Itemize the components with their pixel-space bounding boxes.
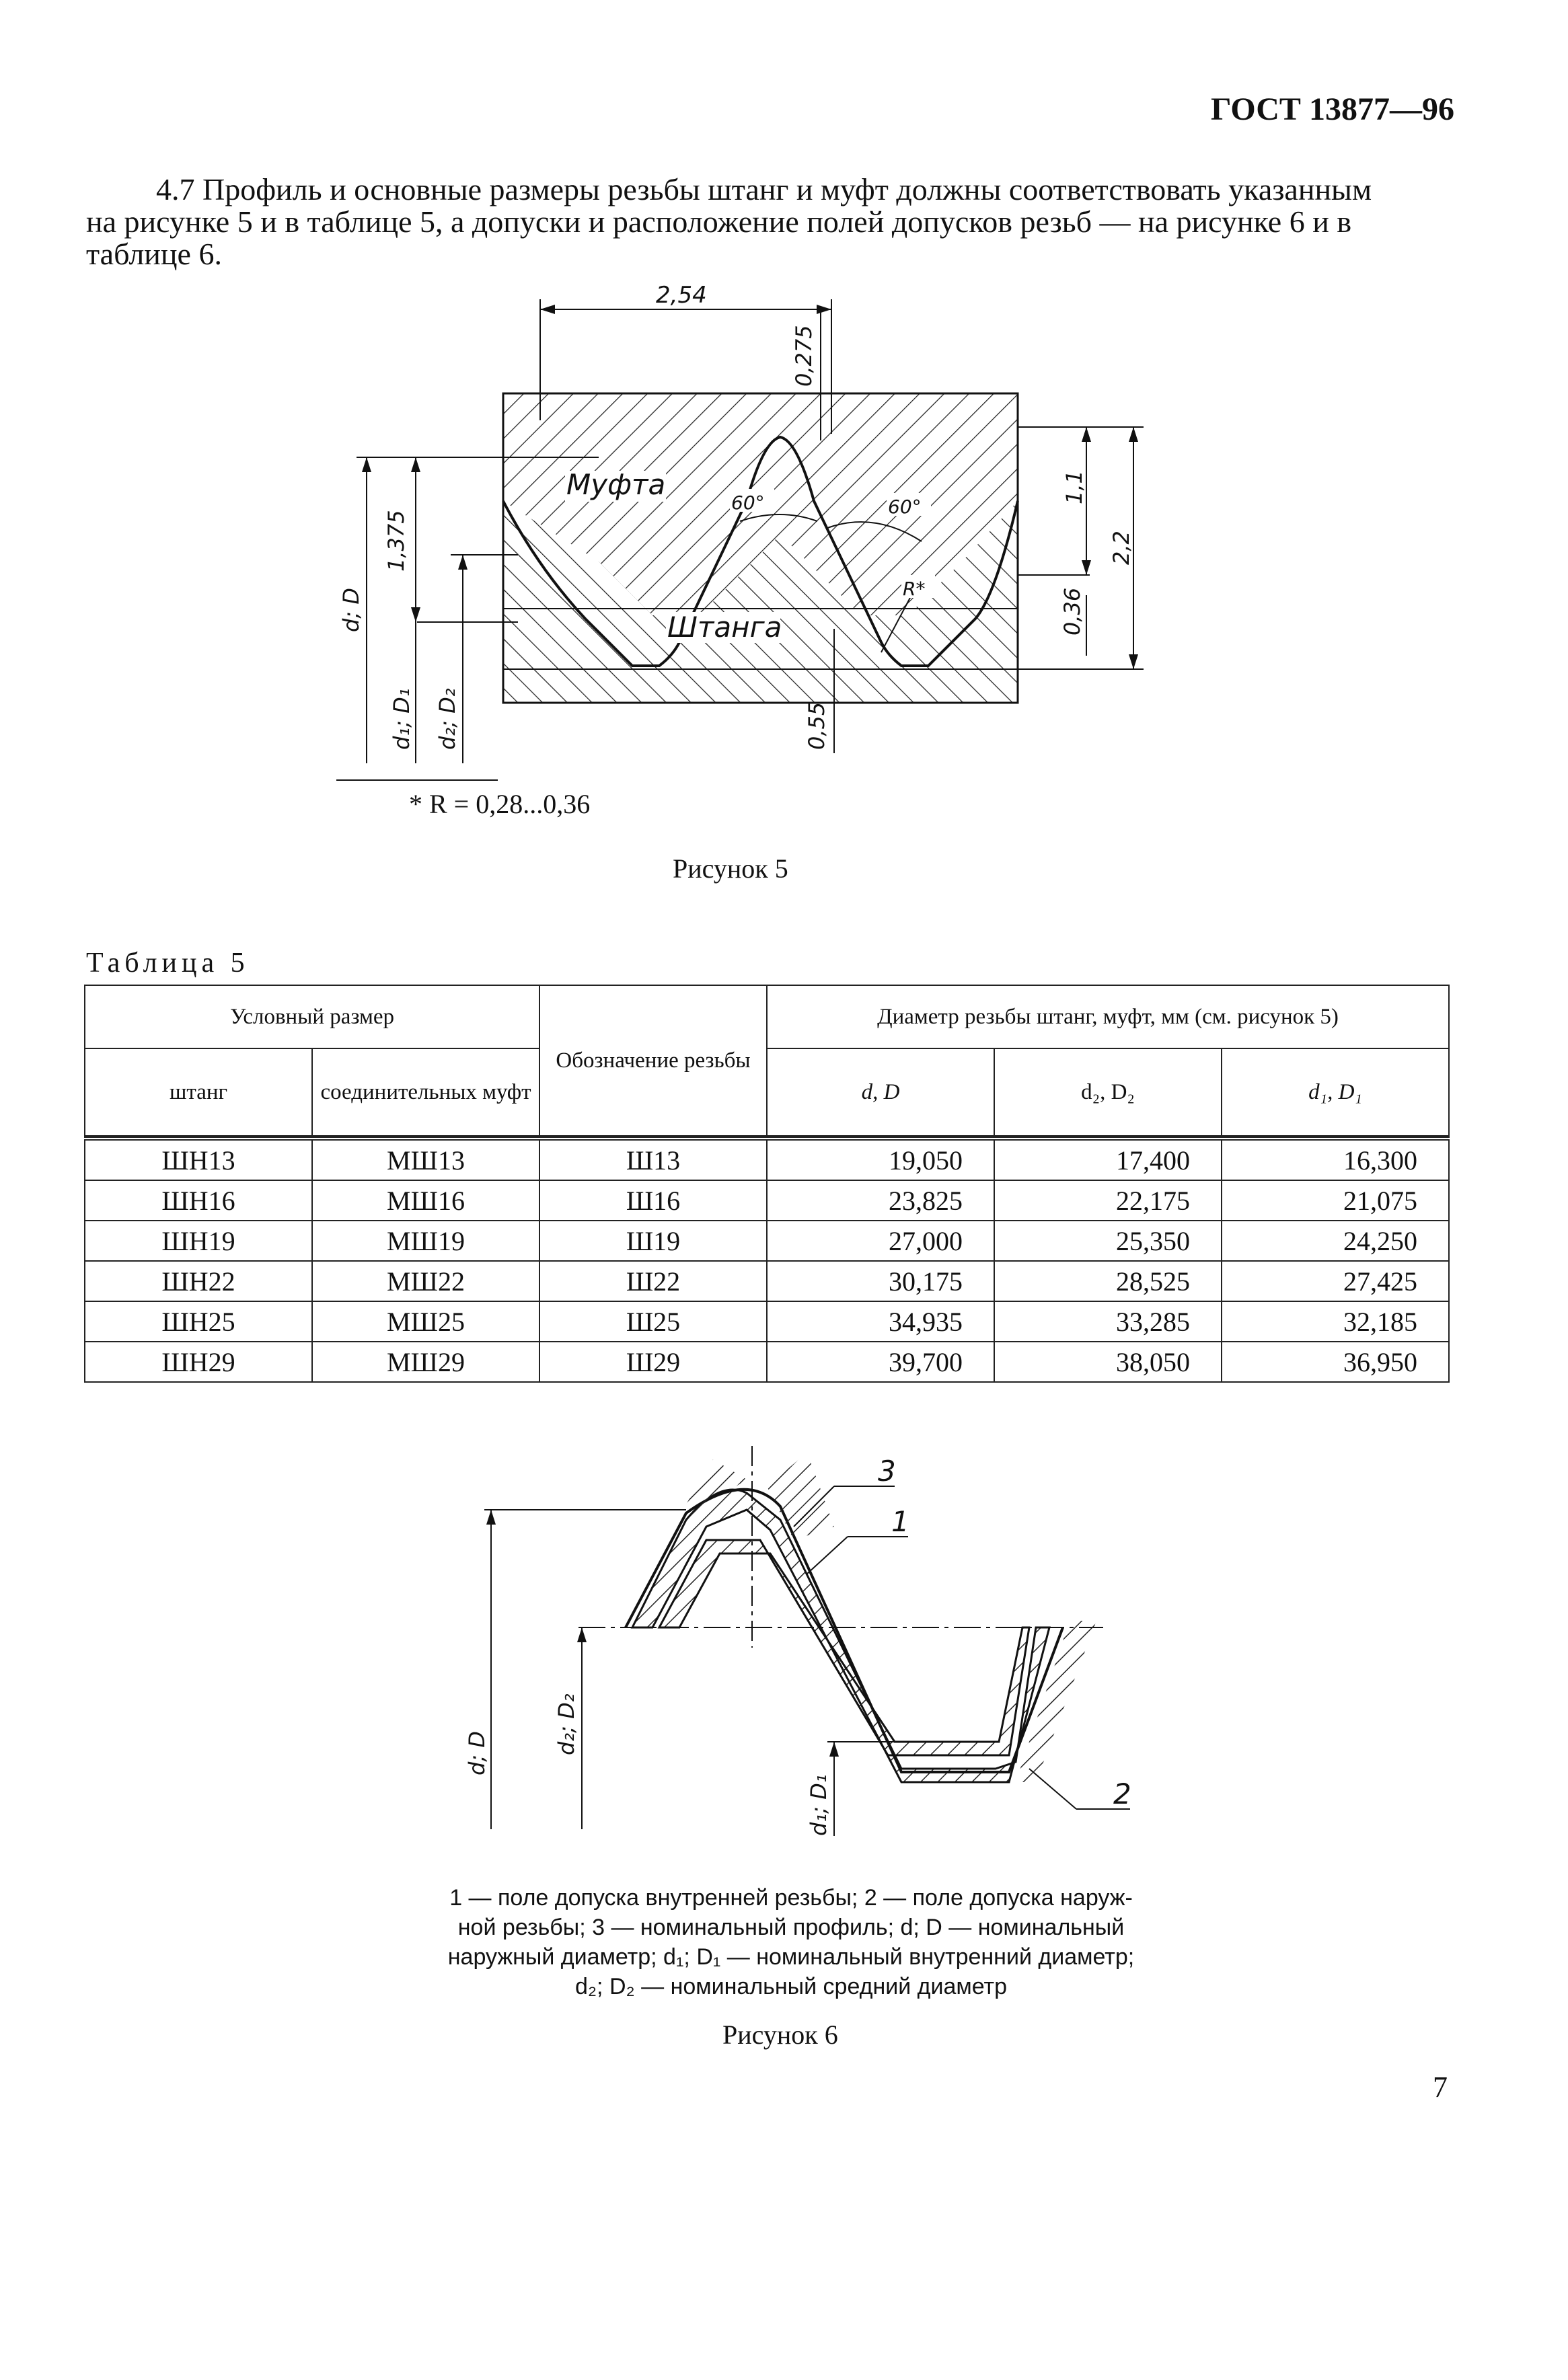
callout-2: 2: [1113, 1777, 1131, 1810]
cell-d1: 16,300: [1222, 1139, 1449, 1180]
cell-d: 34,935: [767, 1301, 994, 1342]
dim-11: 1,1: [1061, 470, 1087, 504]
table-row: [85, 1261, 1449, 1301]
label-d2-D2: d₂; D₂: [435, 688, 460, 750]
table-row: [85, 1342, 1449, 1382]
cell-coupling: МШ22: [312, 1261, 539, 1301]
legend-line: ной резьбы; 3 — номинальный профиль; d; D — номинальный: [457, 1915, 1125, 1940]
col-rods: штанг: [85, 1048, 312, 1136]
cell-designation: Ш16: [539, 1180, 767, 1221]
paragraph-line: на рисунке 5 и в таблице 5, а допуски и расположение полей допусков резьб — на рисунке 6 и в: [86, 204, 1352, 239]
cell-d1: 27,425: [1222, 1261, 1449, 1301]
dim-1375: 1,375: [383, 510, 409, 572]
col-d1-D1: d₁, D₁: [1222, 1048, 1449, 1136]
label-rod: Штанга: [667, 611, 782, 644]
paragraph-line: 4.7 Профиль и основные размеры резьбы штанг и муфт должны соответствовать указанным: [156, 172, 1372, 206]
cell-coupling: МШ29: [312, 1342, 539, 1382]
document-header: ГОСТ 13877—96: [1211, 91, 1454, 127]
cell-d: 30,175: [767, 1261, 994, 1301]
legend-line: наружный диаметр; d₁; D₁ — номинальный внутренний диаметр;: [447, 1944, 1135, 1970]
figure-6-tolerance-fields: [431, 1432, 1144, 1849]
cell-designation: Ш25: [539, 1301, 767, 1342]
cell-coupling: МШ25: [312, 1301, 539, 1342]
cell-d2: 33,285: [994, 1301, 1222, 1342]
cell-d2: 38,050: [994, 1342, 1222, 1382]
label-d-D: d; D: [464, 1731, 490, 1775]
col-nominal-size: Условный размер: [85, 985, 539, 1048]
angle-left: 60°: [731, 492, 765, 514]
cell-d: 19,050: [767, 1139, 994, 1180]
table-5: [84, 985, 1450, 1383]
dim-036: 0,36: [1059, 587, 1085, 636]
cell-rod: ШН13: [85, 1139, 312, 1180]
cell-d1: 21,075: [1222, 1180, 1449, 1221]
cell-designation: Ш22: [539, 1261, 767, 1301]
angle-right: 60°: [888, 496, 922, 518]
figure-6-caption: Рисунок 6: [722, 2020, 838, 2050]
cell-d1: 32,185: [1222, 1301, 1449, 1342]
legend-line: 1 — поле допуска внутренней резьбы; 2 — поле допуска наруж-: [449, 1885, 1133, 1911]
cell-d: 39,700: [767, 1342, 994, 1382]
dim-pitch: 2,54: [656, 282, 707, 309]
table-row: [85, 1180, 1449, 1221]
cell-d2: 22,175: [994, 1180, 1222, 1221]
page-number: 7: [1433, 2071, 1448, 2104]
table-row: [85, 1301, 1449, 1342]
cell-d: 27,000: [767, 1221, 994, 1261]
cell-designation: Ш13: [539, 1139, 767, 1180]
cell-rod: ШН16: [85, 1180, 312, 1221]
cell-designation: Ш19: [539, 1221, 767, 1261]
paragraph-4-7: [86, 174, 1452, 270]
cell-rod: ШН22: [85, 1261, 312, 1301]
cell-d1: 36,950: [1222, 1342, 1449, 1382]
cell-d: 23,825: [767, 1180, 994, 1221]
cell-coupling: МШ19: [312, 1221, 539, 1261]
cell-rod: ШН19: [85, 1221, 312, 1261]
table-5-label: Таблица 5: [86, 948, 250, 978]
cell-rod: ШН29: [85, 1342, 312, 1382]
table-row: [85, 1221, 1449, 1261]
radius-label: R*: [903, 578, 926, 600]
cell-coupling: МШ13: [312, 1139, 539, 1180]
col-diameter: Диаметр резьбы штанг, муфт, мм (см. рисунок 5): [767, 985, 1449, 1048]
label-d2-D2: d₂; D₂: [554, 1693, 579, 1755]
cell-designation: Ш29: [539, 1342, 767, 1382]
dim-22: 2,2: [1109, 531, 1134, 565]
label-d1-D1: d₁; D₁: [806, 1774, 831, 1836]
cell-rod: ШН25: [85, 1301, 312, 1342]
col-d-D: d, D: [767, 1048, 994, 1136]
figure-5-thread-profile: [316, 279, 1164, 790]
legend-line: d₂; D₂ — номинальный средний диаметр: [574, 1974, 1008, 1999]
col-couplings: соединительных муфт: [312, 1048, 539, 1136]
callout-1: 1: [891, 1505, 909, 1538]
cell-d1: 24,250: [1222, 1221, 1449, 1261]
col-designation: Обозначение резьбы: [539, 985, 767, 1136]
label-coupling: Муфта: [566, 468, 666, 501]
col-d2-D2: d₂, D₂: [994, 1048, 1222, 1136]
cell-d2: 17,400: [994, 1139, 1222, 1180]
cell-d2: 28,525: [994, 1261, 1222, 1301]
cell-coupling: МШ16: [312, 1180, 539, 1221]
figure-6-legend: [428, 1883, 1154, 2001]
label-d1-D1: d₁; D₁: [389, 688, 414, 750]
figure-5-caption: Рисунок 5: [673, 853, 788, 884]
paragraph-line: таблице 6.: [86, 237, 222, 271]
dim-0275: 0,275: [791, 325, 817, 387]
figure-5-footnote: * R = 0,28...0,36: [409, 789, 591, 819]
dim-055: 0,55: [804, 701, 829, 750]
callout-3: 3: [878, 1455, 896, 1488]
cell-d2: 25,350: [994, 1221, 1222, 1261]
label-d-D: d; D: [338, 588, 364, 632]
table-row: [85, 1139, 1449, 1180]
